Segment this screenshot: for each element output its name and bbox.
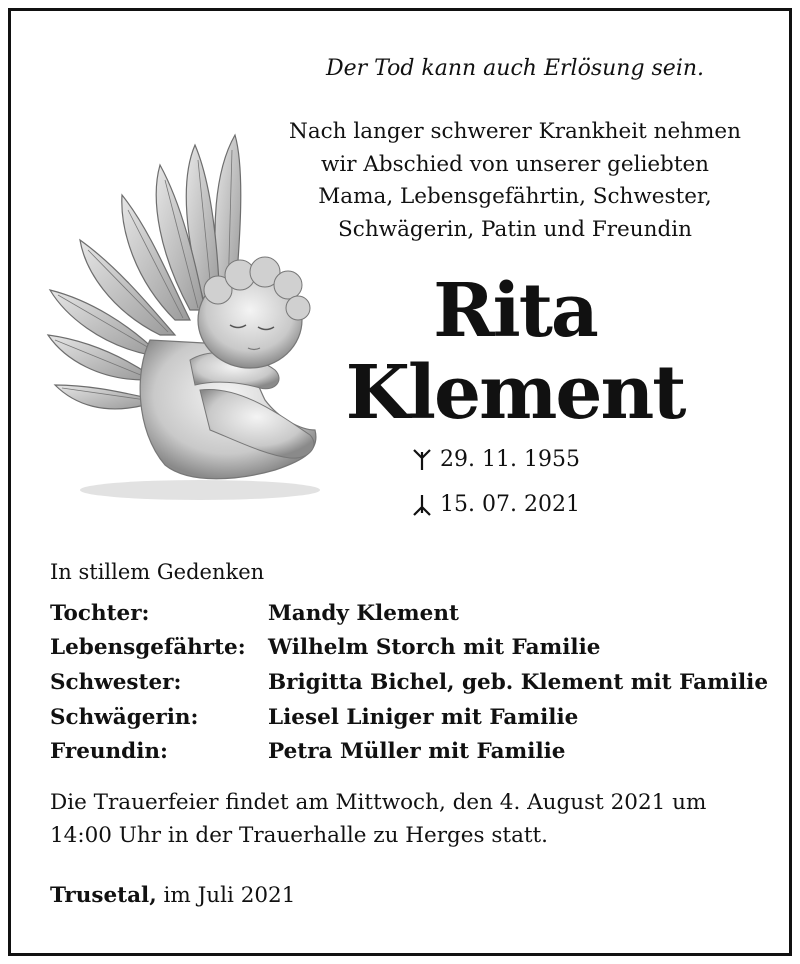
birth-date-row xyxy=(412,445,580,475)
relation-label: Schwester: xyxy=(50,670,182,695)
mourner-name: Liesel Liniger mit Familie xyxy=(268,705,579,730)
service-line: 14:00 Uhr in der Trauerhalle zu Herges statt. xyxy=(50,823,549,848)
death-date: 15. 07. 2021 xyxy=(440,492,580,517)
intro-line: Mama, Lebensgefährtin, Schwester, xyxy=(318,184,712,209)
mourner-name: Mandy Klement xyxy=(268,601,459,626)
mourner-name: Brigitta Bichel, geb. Klement mit Familie xyxy=(268,670,769,695)
first-name: Rita xyxy=(433,268,597,354)
place-name: Trusetal, xyxy=(50,883,157,908)
place-date xyxy=(50,883,295,908)
remembrance-heading: In stillem Gedenken xyxy=(50,560,265,584)
relation-label: Freundin: xyxy=(50,739,168,764)
death-rune-icon xyxy=(412,494,432,516)
place-date-text: im Juli 2021 xyxy=(163,883,296,908)
service-line: Die Trauerfeier findet am Mittwoch, den 4. August 2021 um xyxy=(50,790,707,815)
birth-rune-icon xyxy=(412,449,432,471)
service-info xyxy=(50,786,770,852)
intro-line: wir Abschied von unserer geliebten xyxy=(320,151,710,177)
intro-line: Schwägerin, Patin und Freundin xyxy=(338,216,692,242)
motto: Der Tod kann auch Erlösung sein. xyxy=(325,56,705,81)
relation-label: Schwägerin: xyxy=(50,705,199,730)
mourner-name: Wilhelm Storch mit Familie xyxy=(268,635,601,660)
birth-date: 29. 11. 1955 xyxy=(440,447,580,472)
relation-label: Lebensgefährte: xyxy=(50,635,246,660)
last-name: Klement xyxy=(345,350,685,436)
mourner-name: Petra Müller mit Familie xyxy=(268,739,566,764)
death-date-row xyxy=(412,490,580,520)
relation-label: Tochter: xyxy=(50,601,150,626)
intro-line: Nach langer schwerer Krankheit nehmen xyxy=(289,119,741,144)
intro-text xyxy=(260,116,770,246)
